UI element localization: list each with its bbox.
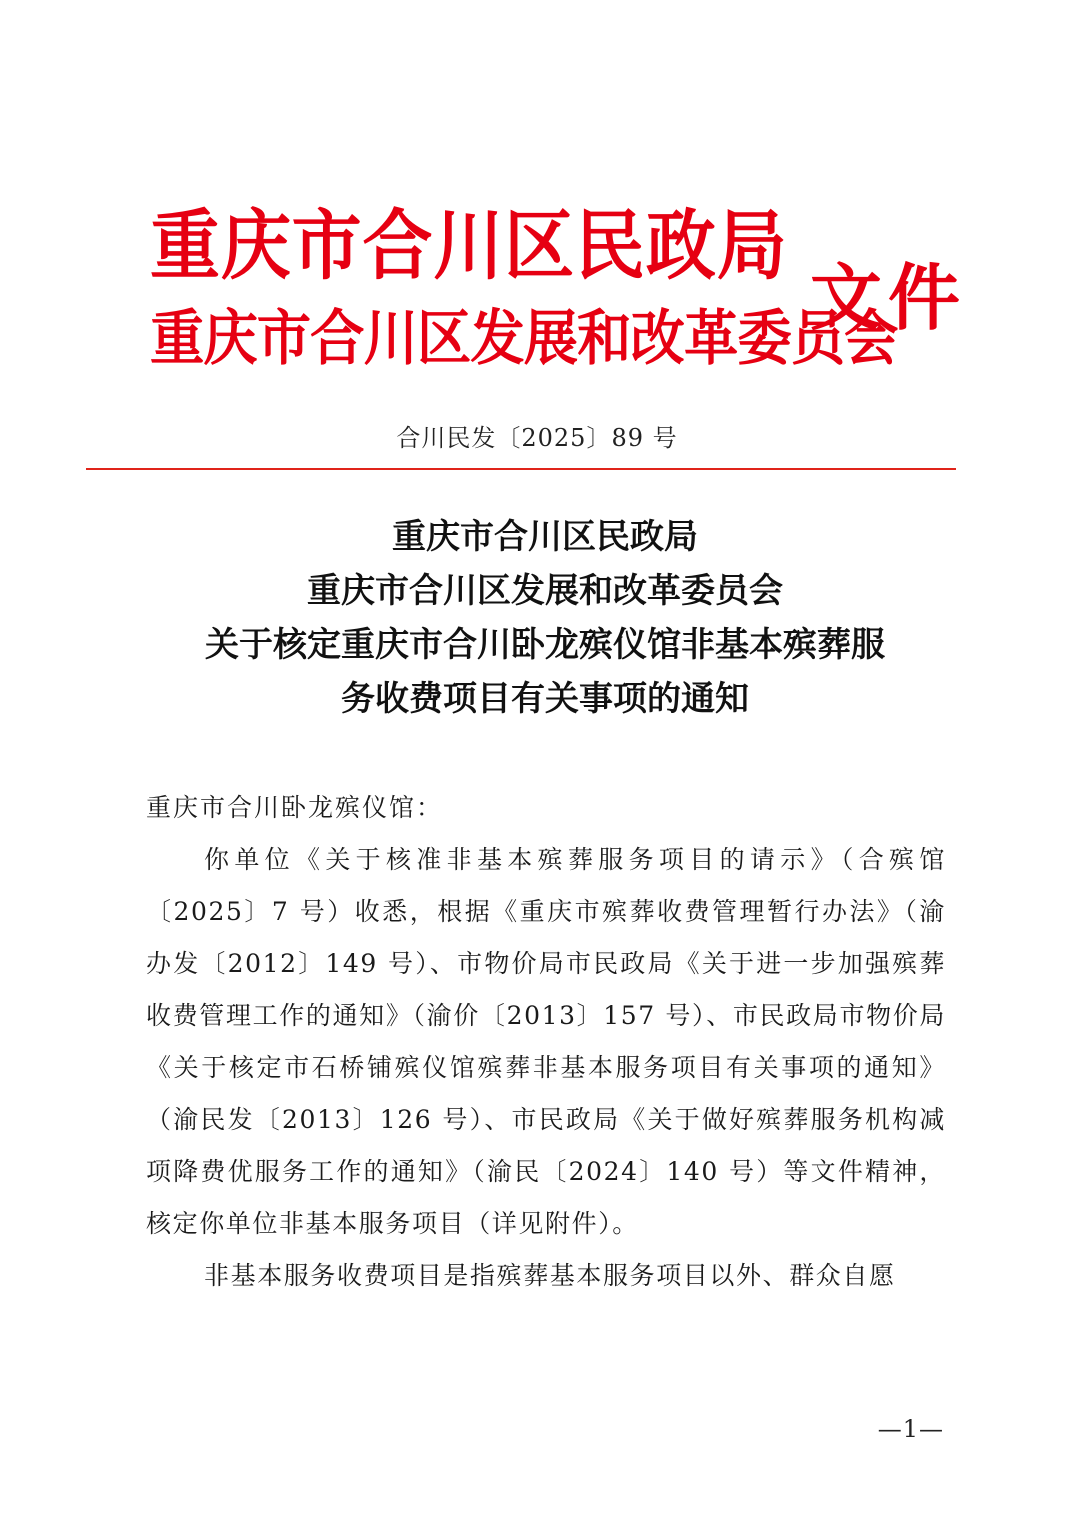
issuing-org-2: 重庆市合川区发展和改革委员会 [150,304,898,374]
body-paragraph-1: 你单位《关于核准非基本殡葬服务项目的请示》（合殡馆〔2025〕7 号）收悉，根据《重庆市殡葬收费管理暂行办法》（渝办发〔2012〕149 号）、市物价局市民政局《关于进一步加强殡葬收费管理工作的通知》（渝价〔2013〕157 号）、市民政局市物价局《关于核定市石桥铺殡仪馆殡葬非基本服务项目有关事项的通知》（渝民发〔2013〕126 号）、市民政局《关于做好殡葬服务机构减项降费优服务工作的通知》（渝民〔2024〕140 号）等文件精神，核定你单位非基本服务项目（详见附件）。 [146,845,946,1238]
title-line-4: 务收费项目有关事项的通知 [341,679,749,719]
body-paragraph-2: 非基本服务收费项目是指殡葬基本服务项目以外、群众自愿 [204,1261,896,1290]
red-divider [86,468,956,470]
document-suffix: 文件 [810,256,967,340]
document-header [150,185,967,385]
page-number: —1— [877,1415,944,1443]
document-title [100,510,990,726]
salutation: 重庆市合川卧龙殡仪馆： [146,793,444,822]
issuing-org-1: 重庆市合川区民政局 [150,201,788,290]
title-line-2: 重庆市合川区发展和改革委员会 [307,571,783,611]
document-number: 合川民发〔2025〕89 号 [396,424,678,452]
title-line-3: 关于核定重庆市合川卧龙殡仪馆非基本殡葬服 [205,625,885,665]
title-line-1: 重庆市合川区民政局 [392,517,698,557]
document-body [146,782,946,1302]
